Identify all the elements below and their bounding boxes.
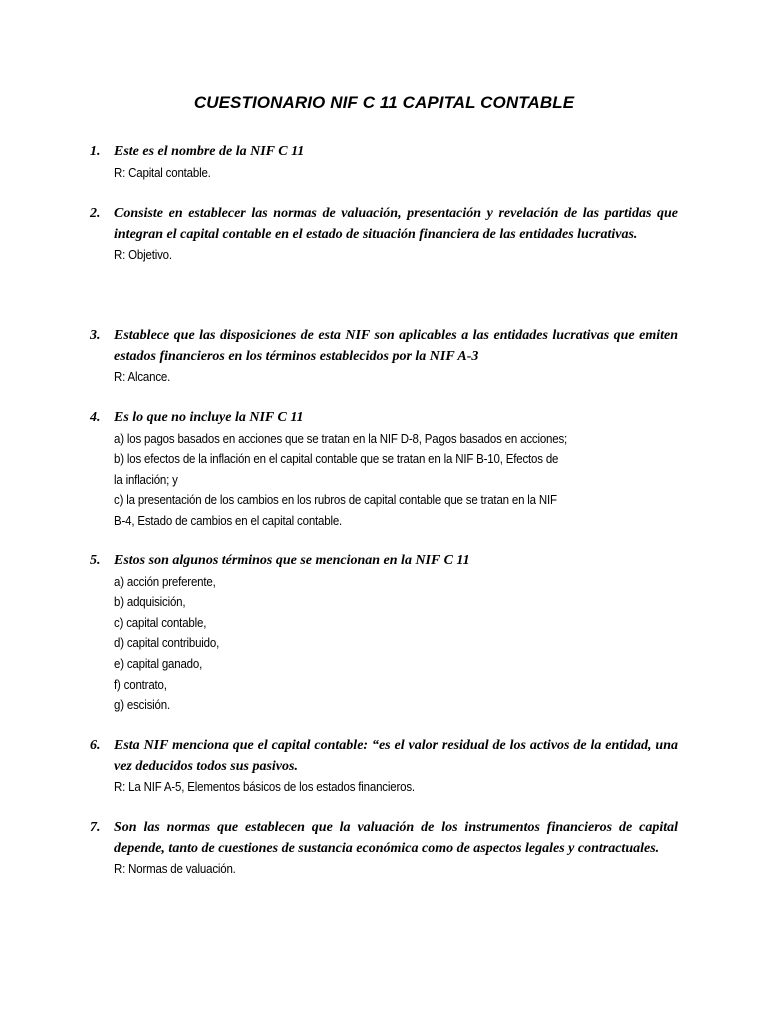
answer-line: R: Alcance. (114, 370, 171, 385)
question-number: 5. (90, 553, 101, 568)
question-text: Establece que las disposiciones de esta NIF son aplicables a las entidades lucrativas que emiten estados financieros en los términos establecidos por la NIF A-3 (114, 328, 678, 364)
question-item-7 (90, 818, 678, 880)
question-item-3 (90, 326, 678, 388)
answer-line: f) contrato, (114, 677, 167, 692)
question-number: 7. (90, 820, 101, 835)
answer-line: e) capital ganado, (114, 656, 203, 671)
question-text: Son las normas que establecen que la valuación de los instrumentos financieros de capital depende, tanto de cuestiones de sustancia económica como de aspectos legales y contractuales. (114, 820, 678, 856)
answer-line: a) acción preferente, (114, 574, 216, 589)
question-number: 3. (90, 328, 101, 343)
question-text: Estos son algunos términos que se mencionan en la NIF C 11 (114, 553, 470, 568)
answer-line: g) escisión. (114, 698, 170, 713)
answer-line: b) adquisición, (114, 595, 186, 610)
answer-line: R: La NIF A-5, Elementos básicos de los estados financieros. (114, 780, 415, 795)
answer-line: b) los efectos de la inflación en el capital contable que se tratan en la NIF B-10, Efectos de (114, 452, 559, 467)
document-title: CUESTIONARIO NIF C 11 CAPITAL CONTABLE (193, 93, 575, 112)
answer-line: B-4, Estado de cambios en el capital contable. (114, 513, 343, 528)
question-number: 4. (90, 410, 101, 425)
question-item-4 (90, 408, 678, 532)
answer-line: c) la presentación de los cambios en los rubros de capital contable que se tratan en la NIF (114, 493, 557, 508)
question-number: 6. (90, 738, 101, 753)
question-number: 1. (90, 144, 101, 159)
question-text: Este es el nombre de la NIF C 11 (114, 144, 305, 159)
answer-line: c) capital contable, (114, 615, 207, 630)
question-text: Es lo que no incluye la NIF C 11 (114, 410, 304, 425)
answer-line: R: Objetivo. (114, 248, 172, 263)
answer-line: la inflación; y (114, 472, 178, 487)
question-text: Consiste en establecer las normas de valuación, presentación y revelación de las partidas que integran el capital contable en el estado de situación financiera de las entidades lucrativas. (114, 206, 678, 242)
answer-line: a) los pagos basados en acciones que se tratan en la NIF D-8, Pagos basados en acciones; (114, 431, 568, 446)
question-item-2 (90, 204, 678, 266)
answer-line: d) capital contribuido, (114, 636, 220, 651)
question-item-6 (90, 736, 678, 798)
question-item-5 (90, 551, 678, 716)
answer-line: R: Capital contable. (114, 165, 211, 180)
question-number: 2. (90, 206, 101, 221)
answer-line: R: Normas de valuación. (114, 862, 236, 877)
question-text: Esta NIF menciona que el capital contable: “es el valor residual de los activos de la entidad, una vez deducidos todos sus pasivos. (114, 738, 678, 774)
question-item-1 (90, 142, 678, 183)
